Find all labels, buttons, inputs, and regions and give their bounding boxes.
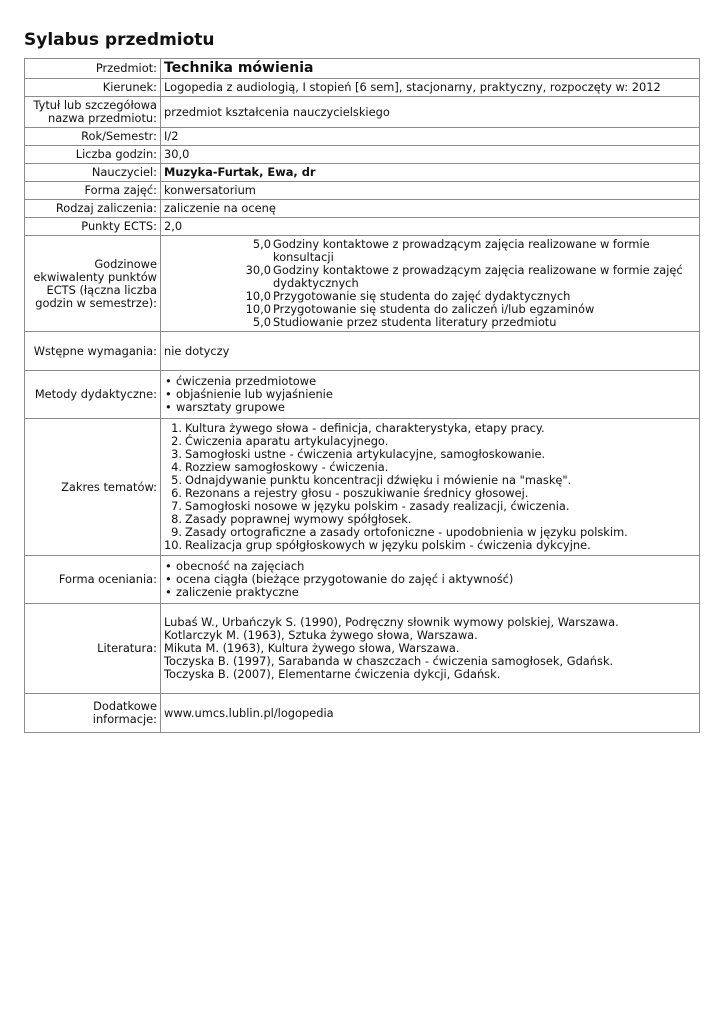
list-item: • warsztaty grupowe (164, 401, 696, 414)
list-item: • ocena ciągła (bieżące przygotowanie do zajęć i aktywność) (164, 573, 696, 586)
value-dodatkowe-informacje: www.umcs.lublin.pl/logopedia (161, 694, 700, 733)
label-dodatkowe-informacje: Dodatkowe informacje: (25, 694, 161, 733)
ects-hours: 5,0 (252, 315, 271, 329)
ects-desc: Studiowanie przez studenta literatury przedmiotu (273, 315, 557, 329)
ects-desc: Godziny kontaktowe z prowadzącym zajęcia realizowane w formie zajęć dydaktycznych (273, 263, 683, 290)
ects-desc: Przygotowanie się studenta do zaliczeń i/lub egzaminów (273, 302, 595, 316)
list-item (164, 539, 696, 552)
row-rodzaj-zaliczenia (25, 200, 700, 218)
literature-item: Toczyska B. (2007), Elementarne ćwiczenia dykcji, Gdańsk. (164, 667, 501, 681)
value-tytul: przedmiot kształcenia nauczycielskiego (161, 97, 700, 128)
item-text: Ćwiczenia aparatu artykulacyjnego. (185, 434, 389, 448)
ects-desc: Godziny kontaktowe z prowadzącym zajęcia realizowane w formie konsultacji (273, 237, 650, 264)
row-przedmiot (25, 59, 700, 79)
label-metody-dydaktyczne: Metody dydaktyczne: (25, 371, 161, 419)
metody-list (164, 375, 696, 414)
row-metody-dydaktyczne (25, 371, 700, 419)
value-przedmiot: Technika mówienia (161, 59, 700, 79)
row-forma-zajec (25, 182, 700, 200)
item-number: 10. (164, 538, 183, 552)
item-number: 2. (171, 434, 182, 448)
value-nauczyciel: Muzyka-Furtak, Ewa, dr (161, 164, 700, 182)
page-title: Sylabus przedmiotu (24, 30, 215, 50)
label-godziny: Liczba godzin: (25, 146, 161, 164)
item-number: 8. (171, 512, 182, 526)
item-number: 7. (171, 499, 182, 513)
ects-hours: 5,0 (252, 237, 271, 251)
label-kierunek: Kierunek: (25, 79, 161, 97)
list-item: • zaliczenie praktyczne (164, 586, 696, 599)
label-rodzaj-zaliczenia: Rodzaj zaliczenia: (25, 200, 161, 218)
row-tytul (25, 97, 700, 128)
item-text: Zasady poprawnej wymowy spółgłosek. (185, 512, 412, 526)
row-godzinowe-ekwiwalenty (25, 236, 700, 332)
item-number: 6. (171, 486, 182, 500)
list-item: • objaśnienie lub wyjaśnienie (164, 388, 696, 401)
value-rok: I/2 (161, 128, 700, 146)
label-rok: Rok/Semestr: (25, 128, 161, 146)
literature-item: Lubaś W., Urbańczyk S. (1990), Podręczny słownik wymowy polskiej, Warszawa. (164, 615, 619, 629)
ects-hours: 10,0 (245, 302, 271, 316)
item-text: Samogłoski nosowe w języku polskim - zasady realizacji, ćwiczenia. (185, 499, 570, 513)
ects-item (164, 264, 696, 290)
literature-item: Mikuta M. (1963), Kultura żywego słowa, Warszawa. (164, 641, 460, 655)
list-item: • obecność na zajęciach (164, 560, 696, 573)
label-ects: Punkty ECTS: (25, 218, 161, 236)
literature-item: Toczyska B. (1997), Sarabanda w chaszczach - ćwiczenia samogłosek, Gdańsk. (164, 654, 614, 668)
value-forma-zajec: konwersatorium (161, 182, 700, 200)
item-number: 9. (171, 525, 182, 539)
value-godzinowe-ekwiwalenty (161, 236, 700, 332)
value-godziny: 30,0 (161, 146, 700, 164)
row-literatura (25, 604, 700, 694)
value-metody-dydaktyczne (161, 371, 700, 419)
row-kierunek (25, 79, 700, 97)
row-zakres-tematow (25, 419, 700, 556)
value-literatura (161, 604, 700, 694)
item-number: 1. (171, 421, 182, 435)
label-wstepne-wymagania: Wstępne wymagania: (25, 332, 161, 371)
item-number: 3. (171, 447, 182, 461)
ects-desc: Przygotowanie się studenta do zajęć dydaktycznych (273, 289, 571, 303)
label-forma-oceniania: Forma oceniania: (25, 556, 161, 604)
item-text: Odnajdywanie punktu koncentracji dźwięku i mówienie na "maskę". (185, 473, 572, 487)
row-rok (25, 128, 700, 146)
value-rodzaj-zaliczenia: zaliczenie na ocenę (161, 200, 700, 218)
item-text: Zasady ortograficzne a zasady ortofoniczne - upodobnienia w języku polskim. (185, 525, 628, 539)
item-text: Realizacja grup spółgłoskowych w języku polskim - ćwiczenia dykcyjne. (185, 538, 591, 552)
item-text: Samogłoski ustne - ćwiczenia artykulacyjne, samogłoskowanie. (185, 447, 546, 461)
item-text: Kultura żywego słowa - definicja, charakterystyka, etapy pracy. (185, 421, 545, 435)
row-forma-oceniania (25, 556, 700, 604)
value-ects: 2,0 (161, 218, 700, 236)
label-tytul: Tytuł lub szczegółowa nazwa przedmiotu: (25, 97, 161, 128)
item-number: 5. (171, 473, 182, 487)
item-text: Rezonans a rejestry głosu - poszukiwanie średnicy głosowej. (185, 486, 529, 500)
label-literatura: Literatura: (25, 604, 161, 694)
row-wstepne-wymagania (25, 332, 700, 371)
list-item: • ćwiczenia przedmiotowe (164, 375, 696, 388)
literature-item: Kotlarczyk M. (1963), Sztuka żywego słowa, Warszawa. (164, 628, 478, 642)
ects-hours: 30,0 (245, 263, 271, 277)
label-zakres-tematow: Zakres tematów: (25, 419, 161, 556)
item-text: Rozziew samogłoskowy - ćwiczenia. (185, 460, 389, 474)
value-wstepne-wymagania: nie dotyczy (161, 332, 700, 371)
ects-item (164, 316, 696, 329)
row-nauczyciel (25, 164, 700, 182)
row-godziny (25, 146, 700, 164)
row-dodatkowe-informacje (25, 694, 700, 733)
label-forma-zajec: Forma zajęć: (25, 182, 161, 200)
syllabus-table (24, 58, 700, 733)
ocenianie-list (164, 560, 696, 599)
value-zakres-tematow (161, 419, 700, 556)
label-godzinowe-ekwiwalenty: Godzinowe ekwiwalenty punktów ECTS (łączna liczba godzin w semestrze): (25, 236, 161, 332)
label-nauczyciel: Nauczyciel: (25, 164, 161, 182)
value-forma-oceniania (161, 556, 700, 604)
zakres-list (164, 422, 696, 552)
value-kierunek: Logopedia z audiologią, I stopień [6 sem], stacjonarny, praktyczny, rozpoczęty w: 2012 (161, 79, 700, 97)
ects-hours: 10,0 (245, 289, 271, 303)
item-number: 4. (171, 460, 182, 474)
ects-item (164, 238, 696, 264)
label-przedmiot: Przedmiot: (25, 59, 161, 79)
row-ects (25, 218, 700, 236)
